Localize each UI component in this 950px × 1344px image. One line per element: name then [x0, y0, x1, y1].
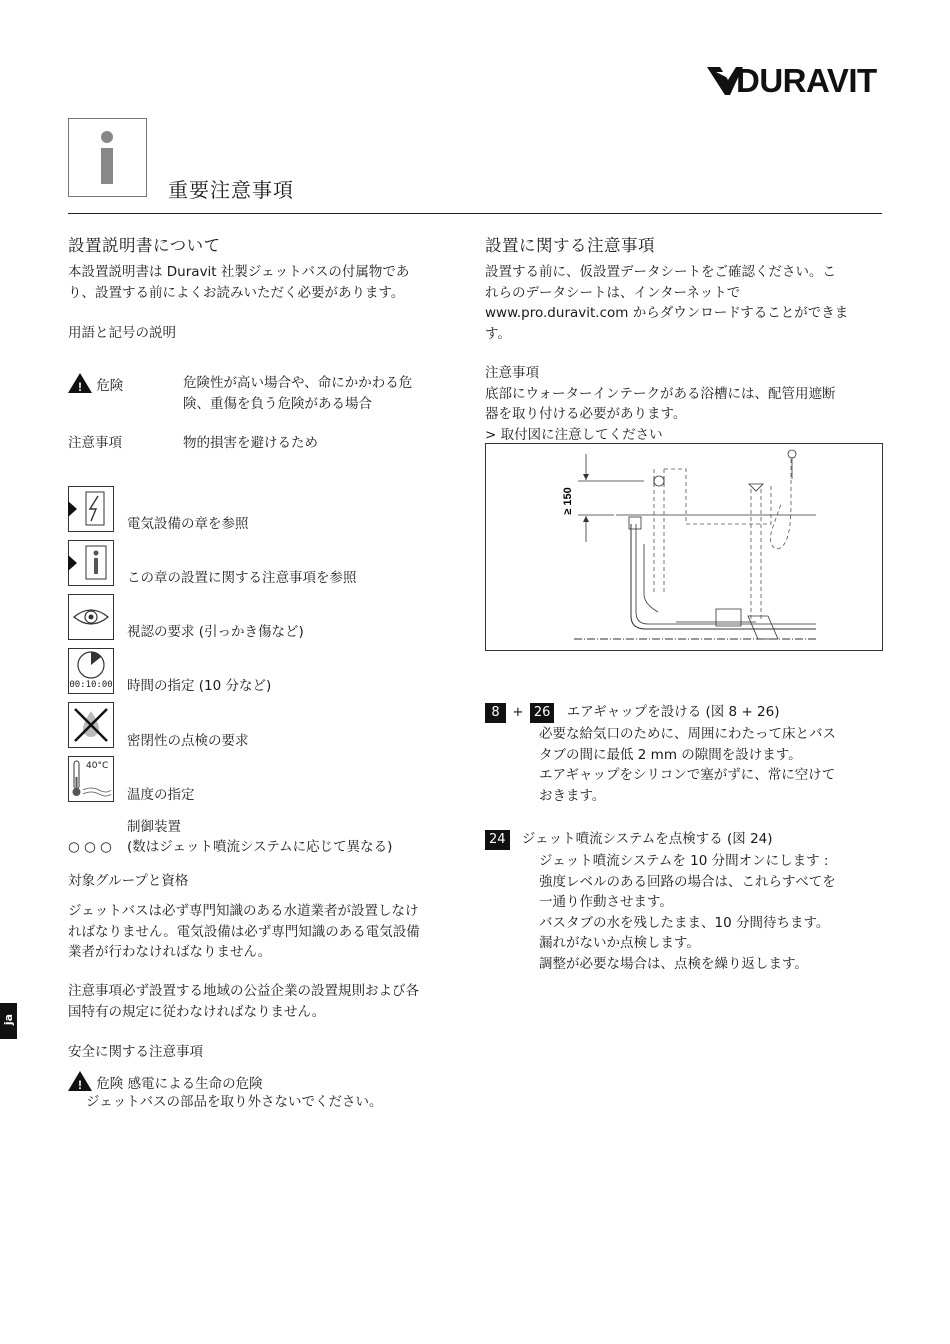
terms-heading: 用語と記号の説明 [68, 325, 176, 341]
thermometer-icon-label: 40°C [86, 761, 109, 771]
symbol-text: 温度の指定 [127, 787, 195, 803]
target-group-para1: ジェットバスは必ず専門知識のある水道業者が設置しなけ ればなりません。電気設備は必ず専門知識のある電気設備 業者が行わなければなりません。 [68, 903, 420, 960]
about-text: 本設置説明書は Duravit 社製ジェットバスの付属物であ り、設置する前によくお読みいただく必要があります。 [68, 264, 410, 301]
dimension-label: ≥ 150 [562, 487, 574, 515]
info-reference-icon [68, 540, 114, 586]
symbol-text: この章の設置に関する注意事項を参照 [127, 570, 357, 586]
warning-triangle-icon: ! [68, 373, 92, 393]
about-heading: 設置説明書について [68, 236, 221, 255]
control-circles: ○ ○ ○ [68, 839, 112, 855]
step-airgap-header [485, 702, 780, 723]
installation-diagram [485, 443, 883, 651]
eye-icon [68, 594, 114, 640]
language-tab-label: ja [2, 1013, 15, 1026]
figure-number-badge: 24 [485, 830, 510, 850]
control-label: 制御装置 [127, 819, 181, 835]
symbol-text: 時間の指定 (10 分など) [127, 678, 272, 694]
figure-number-badge: 26 [530, 703, 555, 723]
safety-line2: ジェットバスの部品を取り外さないでください。 [86, 1094, 383, 1110]
symbol-text: 電気設備の章を参照 [127, 516, 249, 532]
figure-number-badge: 8 [485, 703, 506, 723]
plus-sign: + [512, 704, 524, 720]
electrical-icon [68, 486, 114, 532]
symbol-text: 視認の要求 (引っかき傷など) [127, 624, 304, 640]
step-jet-header [485, 829, 773, 850]
page-title: 重要注意事項 [168, 178, 294, 202]
step-jet-body: ジェット噴流システムを 10 分間オンにします : 強度レベルのある回路の場合は、これらすべてを 一通り作動させます。 バスタブの水を残したまま、10 分間待ちます。 漏れがないか点検します。 調整が必要な場合は、点検を繰り返します。 [539, 853, 836, 972]
target-group-para2: 注意事項必ず設置する地域の公益企業の設置規則および各 国特有の規定に従わなければなりません。 [68, 983, 419, 1020]
target-group-heading: 対象グループと資格 [68, 873, 189, 889]
warning-triangle-icon: ! [68, 1071, 92, 1091]
clock-icon [68, 648, 114, 694]
leak-check-icon [68, 702, 114, 748]
install-heading: 設置に関する注意事項 [485, 236, 655, 255]
install-text: 設置する前に、仮設置データシートをご確認ください。こ れらのデータシートは、インターネットで www.pro.duravit.com からダウンロードすることができま す。 [485, 264, 849, 342]
note-text: 注意事項 底部にウォーターインテークがある浴槽には、配管用遮断 器を取り付ける必要があります。 > 取付図に注意してください [485, 365, 836, 443]
clock-icon-label: 00:10:00 [69, 680, 113, 690]
step-title: エアギャップを設ける (図 8 + 26) [566, 704, 780, 720]
logo-text: DURAVIT [736, 62, 877, 99]
thermometer-icon [68, 756, 114, 802]
safety-danger: ! 危険 感電による生命の危険 [68, 1071, 263, 1095]
safety-heading: 安全に関する注意事項 [68, 1044, 203, 1060]
caution-desc: 物的損害を避けるため [183, 435, 318, 451]
language-tab [0, 1003, 17, 1039]
danger-desc: 危険性が高い場合や、命にかかわる危 険、重傷を負う危険がある場合 [183, 375, 413, 412]
caution-label: 注意事項 [68, 435, 122, 451]
danger-label: 危険 [96, 378, 124, 394]
step-airgap-body: 必要な給気口のために、周囲にわたって床とバス タブの間に最低 2 mm の隙間を設けます。 エアギャップをシリコンで塞がずに、常に空けて おきます。 [539, 726, 836, 804]
symbol-text: 密閉性の点検の要求 [127, 733, 249, 749]
header-divider [68, 213, 882, 214]
control-desc: (数はジェット噴流システムに応じて異なる) [127, 839, 393, 855]
duravit-logo [706, 64, 888, 98]
step-title: ジェット噴流システムを点検する (図 24) [521, 831, 773, 847]
danger-term [68, 373, 123, 397]
info-i-icon [68, 118, 147, 197]
